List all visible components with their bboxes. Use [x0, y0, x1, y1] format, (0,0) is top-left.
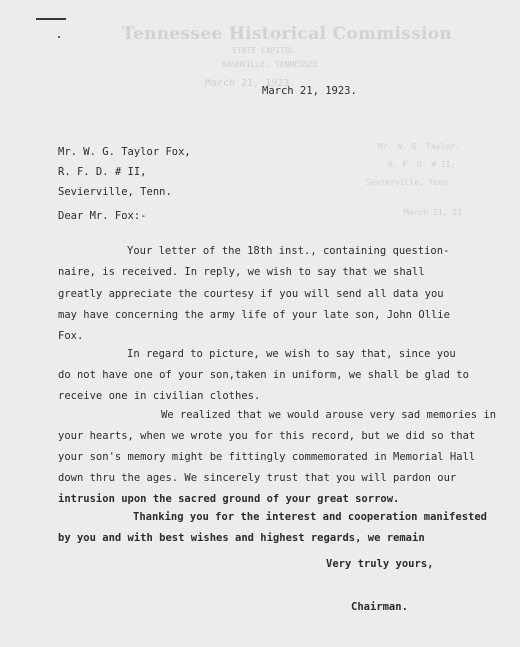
address-line: R. F. D. # II, — [58, 166, 147, 178]
body-line: Your letter of the 18th inst., containing question- — [127, 245, 450, 257]
salutation: Dear Mr. Fox:- — [58, 210, 147, 222]
scan-speck — [58, 36, 60, 38]
body-line: do not have one of your son,taken in uniform, we shall be glad to — [58, 369, 469, 381]
body-line: Thanking you for the interest and cooperation manifested — [133, 511, 488, 523]
body-line: your hearts, when we wrote you for this record, but we did so that — [58, 430, 476, 442]
body-line: intrusion upon the sacred ground of your great sorrow. — [58, 493, 400, 505]
bleed-through-line: R. F. D. # II, — [388, 160, 456, 169]
bleed-through-subline: STATE CAPITOL — [232, 46, 295, 55]
body-line: by you and with best wishes and highest regards, we remain — [58, 532, 425, 544]
body-line: Fox. — [58, 330, 84, 342]
body-line: greatly appreciate the courtesy if you will send all data you — [58, 288, 444, 300]
bleed-through-line: Mr. W. G. Taylor, — [378, 142, 460, 151]
closing: Very truly yours, — [326, 558, 434, 570]
body-line: your son's memory might be fittingly commemorated in Memorial Hall — [58, 451, 476, 463]
address-line: Sevierville, Tenn. — [58, 186, 172, 198]
body-line: may have concerning the army life of your late son, John Ollie — [58, 309, 450, 321]
address-line: Mr. W. G. Taylor Fox, — [58, 146, 191, 158]
body-line: naire, is received. In reply, we wish to say that we shall — [58, 266, 425, 278]
body-line: receive one in civilian clothes. — [58, 390, 261, 402]
bleed-through-subline: NASHVILLE, TENNESSEE — [222, 60, 319, 69]
signature-title: Chairman. — [351, 601, 408, 613]
body-line: down thru the ages. We sincerely trust that you will pardon our — [58, 472, 457, 484]
letter-date: March 21, 1923. — [262, 85, 357, 97]
body-line: We realized that we would arouse very sad memories in — [161, 409, 497, 421]
bleed-through-letterhead: Tennessee Historical Commission — [122, 24, 453, 44]
scan-mark — [36, 18, 66, 20]
body-line: In regard to picture, we wish to say that, since you — [127, 348, 456, 360]
bleed-through-line: March 21, 23 — [404, 208, 462, 217]
bleed-through-date: March 21, 1923. — [205, 78, 296, 89]
bleed-through-line: Sevierville, Tenn. — [366, 178, 453, 187]
